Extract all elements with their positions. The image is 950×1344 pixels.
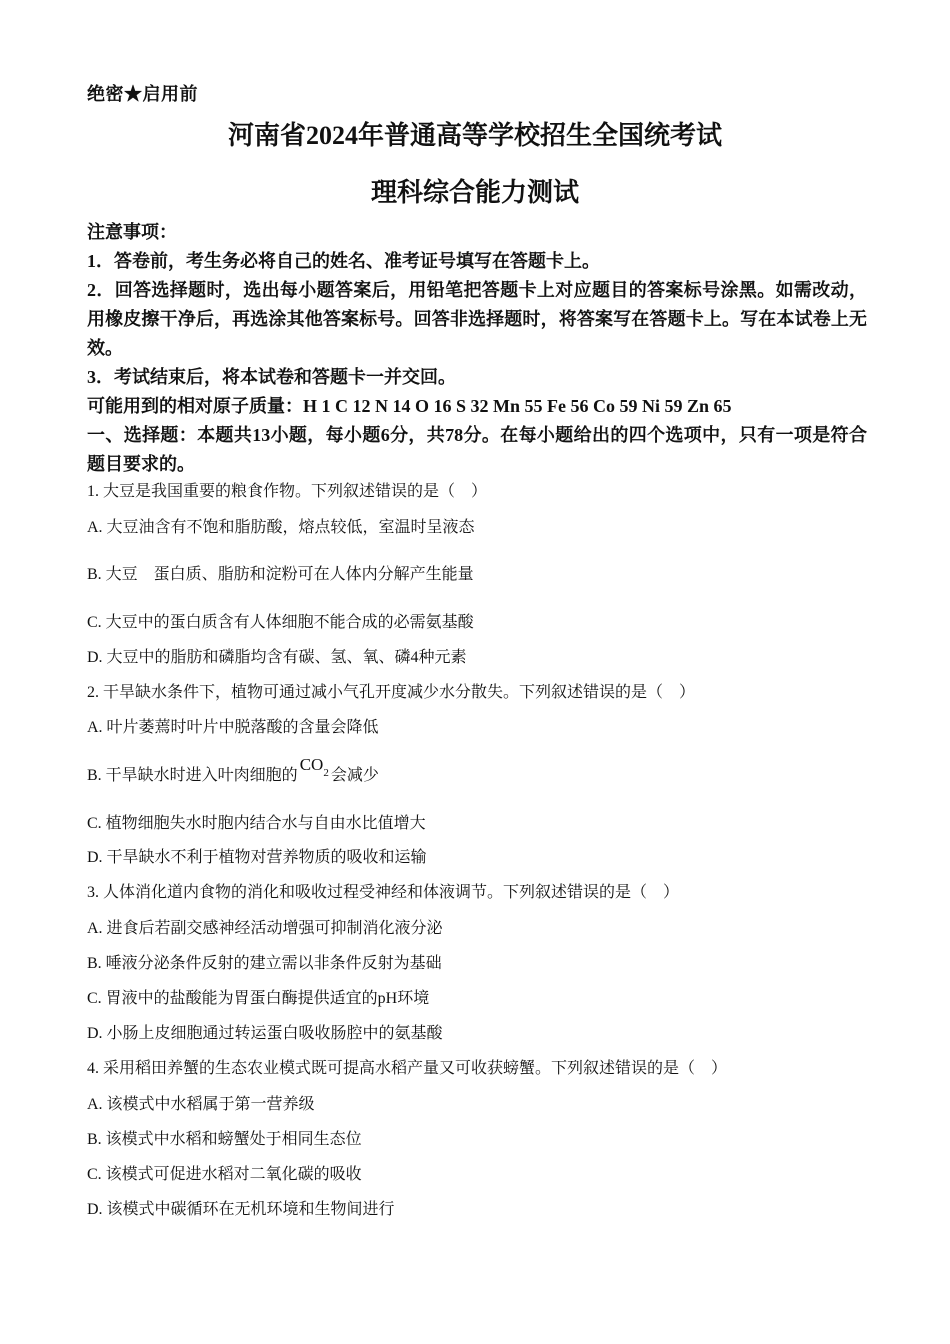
question-2-option-a: A. 叶片萎蔫时叶片中脱落酸的含量会降低	[87, 719, 379, 736]
co2-formula	[300, 754, 329, 778]
question-4-option-c: C. 该模式可促进水稻对二氧化碳的吸收	[87, 1166, 362, 1183]
question-3-option-d: D. 小肠上皮细胞通过转运蛋白吸收肠腔中的氨基酸	[87, 1025, 443, 1042]
exam-title: 河南省2024年普通高等学校招生全国统考试	[227, 121, 722, 150]
co2-formula-base: CO	[299, 755, 324, 774]
question-1-option-b: B. 大豆 蛋白质、脂肪和淀粉可在人体内分解产生能量	[87, 566, 474, 583]
question-2-option-c: C. 植物细胞失水时胞内结合水与自由水比值增大	[87, 815, 426, 832]
question-3-option-b: B. 唾液分泌条件反射的建立需以非条件反射为基础	[87, 955, 442, 972]
question-4-option-b: B. 该模式中水稻和螃蟹处于相同生态位	[87, 1131, 362, 1148]
instruction-item-1: 1．答卷前，考生务必将自己的姓名、准考证号填写在答题卡上。	[87, 251, 600, 271]
co2-formula-subscript: 2	[323, 767, 329, 779]
question-4-stem: 4. 采用稻田养蟹的生态农业模式既可提高水稻产量又可收获螃蟹。下列叙述错误的是（ ）	[87, 1060, 728, 1077]
exam-subtitle: 理科综合能力测试	[370, 178, 579, 207]
question-2-option-b-text: B. 干旱缺水时进入叶肉细胞的	[87, 767, 298, 784]
section-heading: 一、选择题：本题共13小题，每小题6分，共78分。在每小题给出的四个选项中，只有一项是符合题目要求的。	[87, 425, 867, 474]
question-2-option-b-tail: 会减少	[330, 767, 379, 784]
question-3-stem: 3. 人体消化道内食物的消化和吸收过程受神经和体液调节。下列叙述错误的是（ ）	[87, 884, 680, 901]
confidential-label: 绝密★启用前	[87, 84, 198, 104]
question-1-option-d: D. 大豆中的脂肪和磷脂均含有碳、氢、氧、磷4种元素	[87, 649, 467, 666]
instructions	[87, 218, 867, 479]
question-3-option-c: C. 胃液中的盐酸能为胃蛋白酶提供适宜的pH环境	[87, 990, 430, 1007]
question-3-option-a: A. 进食后若副交感神经活动增强可抑制消化液分泌	[87, 920, 443, 937]
question-4-option-d: D. 该模式中碳循环在无机环境和生物间进行	[87, 1201, 395, 1218]
question-1-stem: 1. 大豆是我国重要的粮食作物。下列叙述错误的是（ ）	[87, 483, 488, 500]
instruction-item-2: 2．回答选择题时，选出每小题答案后，用铅笔把答题卡上对应题目的答案标号涂黑。如需改动，用橡皮擦干净后，再选涂其他答案标号。回答非选择题时，将答案写在答题卡上。写在本试卷上无效。	[87, 280, 867, 358]
question-2-option-b	[87, 755, 867, 788]
question-2-stem: 2. 干旱缺水条件下，植物可通过减小气孔开度减少水分散失。下列叙述错误的是（ ）	[87, 684, 696, 701]
instruction-item-3: 3．考试结束后，将本试卷和答题卡一并交回。	[87, 367, 456, 387]
question-4-option-a: A. 该模式中水稻属于第一营养级	[87, 1096, 315, 1113]
question-1-option-c: C. 大豆中的蛋白质含有人体细胞不能合成的必需氨基酸	[87, 614, 474, 631]
question-1-option-a: A. 大豆油含有不饱和脂肪酸，熔点较低，室温时呈液态	[87, 519, 475, 536]
atomic-masses: 可能用到的相对原子质量：H 1 C 12 N 14 O 16 S 32 Mn 55 Fe 56 Co 59 Ni 59 Zn 65	[87, 396, 732, 416]
instructions-heading: 注意事项：	[87, 222, 177, 242]
question-2-option-d: D. 干旱缺水不利于植物对营养物质的吸收和运输	[87, 849, 427, 866]
